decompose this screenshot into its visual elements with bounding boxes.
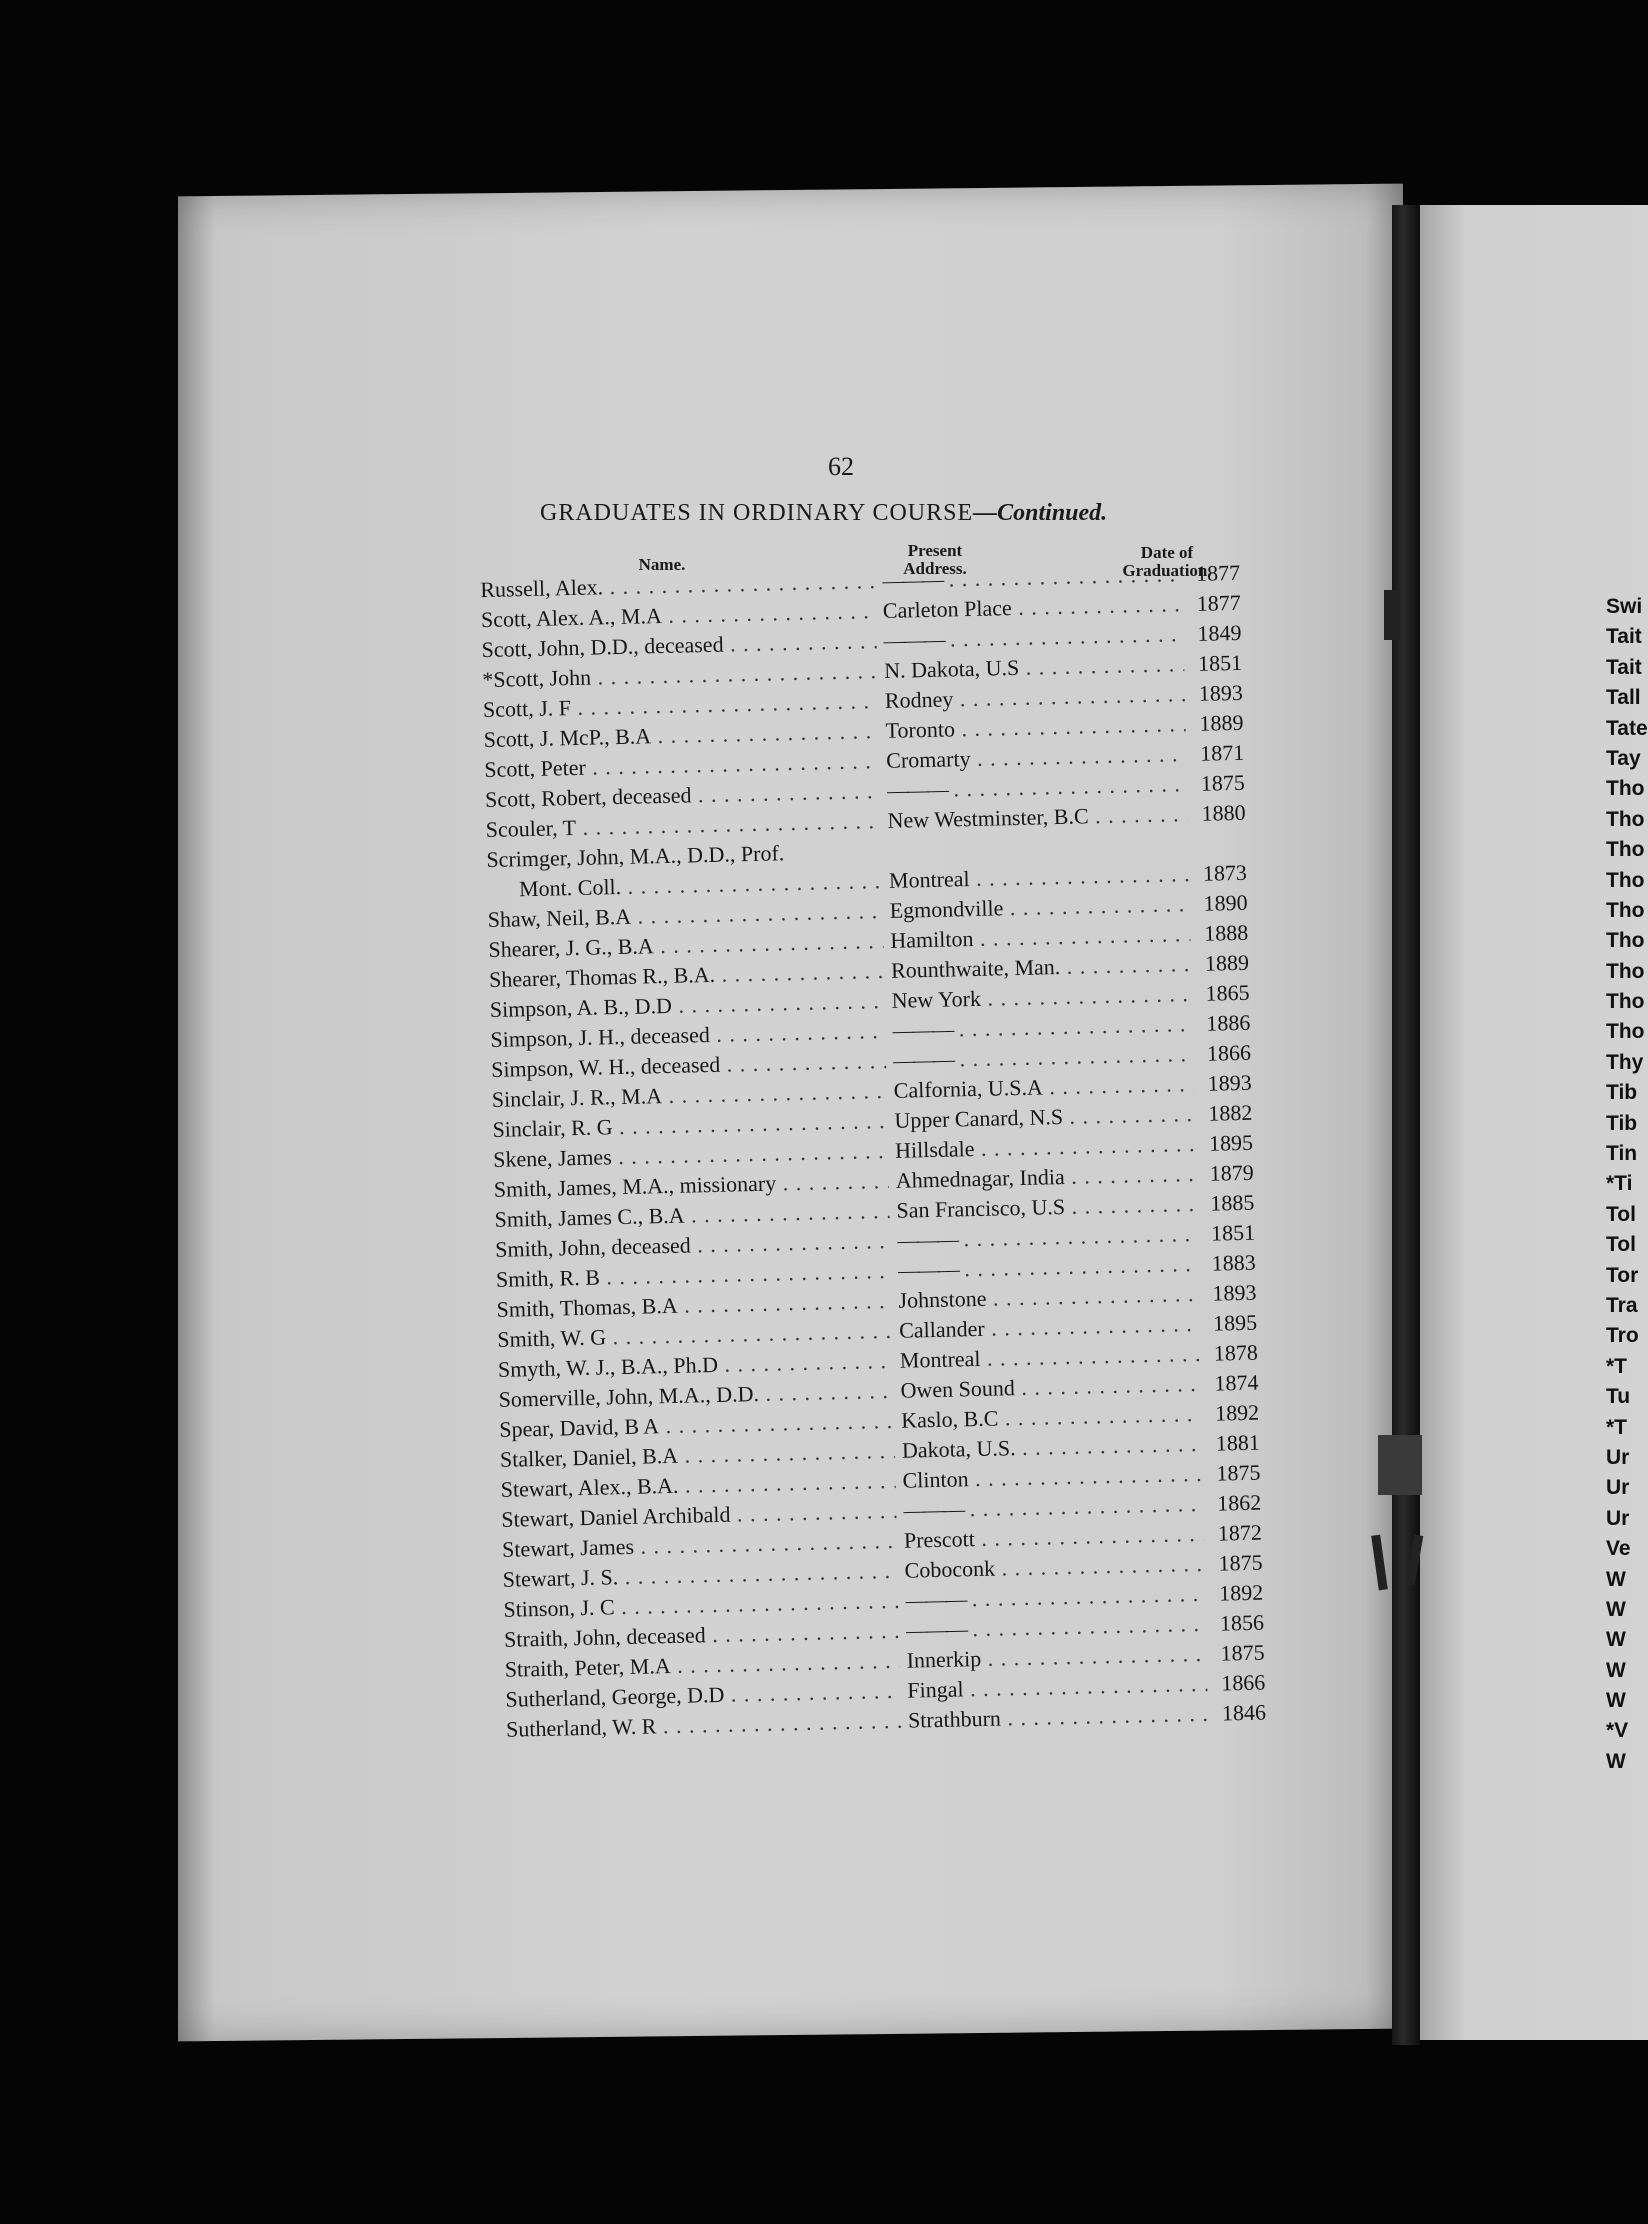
graduation-year: 1873 [1202,859,1248,886]
graduation-year: 1846 [1221,1699,1267,1726]
graduate-address [892,1011,1193,1044]
book-gutter [1392,205,1420,2045]
graduate-address: Fingal . . . [907,1671,1208,1704]
graduate-address: Innerkip . . . [906,1641,1207,1674]
graduate-name: Sutherland, W. R . . . [506,1708,901,1743]
right-page-fragment: Swi [1606,595,1643,618]
graduate-address: New Westminster, B.C . . . [887,801,1188,834]
graduation-year: 1888 [1203,919,1249,946]
right-page-fragment: Tho [1606,929,1645,953]
graduate-address: Owen Sound . . . [900,1371,1201,1404]
right-page-fragment: Tu [1606,1385,1631,1409]
graduation-year: 1881 [1215,1429,1261,1456]
graduation-year: 1865 [1205,979,1250,1006]
graduation-year: 1892 [1218,1579,1264,1606]
right-page-fragment: Tait [1606,655,1642,679]
graduate-name: Shearer, Thomas R., B.A. . . . [489,958,884,993]
graduation-year: 1862 [1216,1489,1262,1516]
graduation-year: 1851 [1210,1219,1256,1246]
graduate-name: Scott, John, D.D., deceased . . . [481,628,876,663]
graduate-address: Hillsdale . . . [895,1131,1196,1164]
graduation-year: 1878 [1213,1339,1259,1366]
right-page-fragment: Thy [1606,1050,1644,1074]
graduate-name: Spear, David, B A . . . [499,1408,894,1443]
graduate-name: Smith, W. G . . . [497,1318,892,1353]
graduation-year: 1866 [1206,1039,1252,1066]
right-page-fragment: Tho [1606,807,1645,831]
right-page-fragment: W [1606,1628,1626,1652]
graduation-year: 1875 [1220,1639,1265,1666]
graduation-year: 1893 [1212,1279,1257,1306]
graduate-address [903,1491,1204,1524]
graduate-name: Shearer, J. G., B.A . . . [488,928,883,963]
graduation-year: 1875 [1218,1549,1263,1576]
graduation-year: 1875 [1216,1459,1261,1486]
graduation-year: 1882 [1208,1099,1253,1126]
graduate-address: N. Dakota, U.S . . . [884,651,1185,684]
graduation-year: 1883 [1211,1249,1257,1276]
graduation-year: 1892 [1214,1399,1260,1426]
graduate-address: Upper Canard, N.S . . . [894,1101,1195,1134]
graduation-year: 1879 [1209,1159,1254,1186]
right-page-fragment: Tho [1606,898,1645,922]
graduate-name: Stewart, Alex., B.A. . . . [500,1468,895,1503]
binding-stitch [1378,1435,1422,1495]
graduate-address: Coboconk . . . [904,1551,1205,1584]
graduate-address: Calfornia, U.S.A . . . [893,1071,1194,1104]
graduation-year: 1893 [1207,1069,1252,1096]
right-page-fragment: W [1606,1658,1626,1682]
heading-continued: —Continued. [973,500,1108,526]
graduation-year: 1856 [1219,1609,1265,1636]
graduation-year: 1851 [1197,649,1243,676]
right-page-fragment: *T [1606,1354,1627,1378]
column-header-address: Present Address. [903,541,967,578]
graduate-address: Johnstone . . . [898,1281,1199,1314]
graduate-address: San Francisco, U.S . . . [896,1191,1197,1224]
graduate-name: Simpson, A. B., D.D . . . [490,988,885,1023]
graduation-year: 1872 [1217,1519,1263,1546]
right-page-fragment: Tho [1606,838,1645,862]
right-page-fragment: W [1606,1567,1626,1591]
right-page-fragment: Tho [1606,959,1645,983]
graduate-address [887,771,1188,804]
right-page-fragments [1606,595,1648,1780]
graduation-year: 1877 [1196,589,1242,616]
graduate-address: Dakota, U.S. . . . [902,1431,1203,1464]
graduate-name: Smith, James, M.A., missionary . . . [494,1168,889,1203]
graduate-address: Clinton . . . [902,1461,1203,1494]
right-page-fragment: *T [1606,1415,1627,1439]
graduation-year: 1871 [1199,739,1245,766]
graduate-address: Rodney . . . [885,681,1186,714]
graduate-name: Mont. Coll. . . . [519,868,882,902]
graduate-name: Scott, J. F . . . [483,688,878,723]
right-page-fragment: Tho [1606,868,1645,892]
column-header-name: Name. [638,555,686,574]
graduates-list [440,560,1266,1748]
graduate-name: Scrimger, John, M.A., D.D., Prof. [486,840,785,873]
right-page-fragment: Tro [1606,1324,1639,1348]
right-page-fragment: Tay [1606,746,1641,770]
graduate-address [897,1221,1198,1254]
heading-title: GRADUATES IN ORDINARY COURSE [540,500,974,526]
graduate-name: Russell, Alex. . . . [480,568,875,603]
graduate-name: Stewart, James . . . [502,1528,897,1563]
graduate-address: Toronto . . . [885,711,1186,744]
right-page-fragment: Tol [1606,1233,1636,1257]
graduate-address [893,1041,1194,1074]
graduate-address [898,1251,1199,1284]
right-page-fragment: Tate [1606,716,1648,740]
graduate-name: Somerville, John, M.A., D.D. . . . [498,1378,893,1413]
graduate-address: Carleton Place . . . [883,591,1184,624]
graduation-year: 1885 [1210,1189,1255,1216]
graduation-year: 1880 [1201,799,1246,826]
right-page-fragment: W [1606,1597,1626,1621]
graduate-address: Montreal . . . [889,861,1190,894]
right-page-fragment: Tin [1606,1142,1638,1166]
graduate-address: Rounthwaite, Man. . . . [891,951,1192,984]
graduate-address [906,1611,1207,1644]
graduate-name: Stewart, J. S. . . . [502,1558,897,1593]
graduation-year: 1875 [1200,769,1246,796]
graduate-name: Scott, J. McP., B.A . . . [483,718,878,753]
page-number: 62 [828,452,854,481]
right-page-fragment: Ur [1606,1506,1630,1530]
graduate-address [882,561,1183,594]
graduate-address: New York . . . [891,981,1192,1014]
graduation-year: 1889 [1204,949,1250,976]
right-page-fragment: Tait [1606,625,1642,649]
right-page-fragment: *V [1606,1719,1629,1743]
right-page-fragment: Ve [1606,1537,1631,1561]
graduation-year: 1849 [1197,619,1242,646]
graduation-year: 1886 [1206,1009,1251,1036]
graduate-name: Stewart, Daniel Archibald . . . [501,1498,896,1533]
graduate-name: Scott, Robert, deceased . . . [485,778,880,813]
graduate-name: Sinclair, R. G . . . [492,1108,887,1143]
right-page-fragment: Tho [1606,990,1645,1014]
graduation-year: 1890 [1203,889,1248,916]
column-header-date: Date of Graduation. [1122,543,1212,580]
graduate-address: Egmondville . . . [889,891,1190,924]
right-page-fragment: W [1606,1689,1626,1713]
right-page-fragment: W [1606,1749,1626,1773]
graduation-year: 1877 [1195,559,1241,586]
graduate-address: Ahmednagar, India . . . [895,1161,1196,1194]
graduate-address: Callander . . . [899,1311,1200,1344]
right-page-fragment: Tho [1606,777,1645,801]
graduation-year: 1895 [1208,1129,1254,1156]
right-page-fragment: Ur [1606,1476,1630,1500]
graduate-name: *Scott, John . . . [482,658,877,693]
right-page-fragment: *Ti [1606,1172,1633,1196]
graduate-address [883,621,1184,654]
graduation-year: 1874 [1214,1369,1259,1396]
graduate-address: Montreal . . . [900,1341,1201,1374]
graduate-name: Smith, R. B . . . [496,1258,891,1293]
graduate-name: Scott, Alex. A., M.A . . . [481,598,876,633]
right-page-fragment: Tol [1606,1202,1636,1226]
graduate-address [905,1581,1206,1614]
graduate-name: Simpson, J. H., deceased . . . [490,1018,885,1053]
page-heading [540,500,1107,527]
graduation-year: 1895 [1212,1309,1258,1336]
graduate-name: Straith, Peter, M.A . . . [504,1648,899,1683]
graduate-name: Scouler, T . . . [485,808,880,843]
graduate-name: Smith, Thomas, B.A . . . [496,1288,891,1323]
right-page-fragment: Tall [1606,686,1641,710]
graduate-address: Kaslo, B.C . . . [901,1401,1202,1434]
graduate-name: Scott, Peter . . . [484,748,879,783]
graduate-address: Hamilton . . . [890,921,1191,954]
graduation-year: 1893 [1198,679,1244,706]
binding-stitch [1384,590,1398,640]
graduate-address: Prescott . . . [904,1521,1205,1554]
graduate-name: Shaw, Neil, B.A . . . [487,898,882,933]
graduate-name: Sutherland, George, D.D . . . [505,1678,900,1713]
right-page-fragment: Tho [1606,1020,1645,1044]
graduate-name: Straith, John, deceased . . . [504,1618,899,1653]
right-page-fragment: Tor [1606,1263,1639,1287]
graduate-name: Stinson, J. C . . . [503,1588,898,1623]
graduate-address: Cromarty . . . [886,741,1187,774]
graduate-name: Skene, James . . . [493,1138,888,1173]
right-page-fragment: Tib [1606,1111,1638,1135]
graduate-name: Sinclair, J. R., M.A . . . [492,1078,887,1113]
right-page-fragment: Tib [1606,1081,1638,1105]
graduation-year: 1889 [1199,709,1244,736]
right-page-fragment: Tra [1606,1293,1638,1317]
graduate-name: Smith, James C., B.A . . . [494,1198,889,1233]
graduate-name: Smyth, W. J., B.A., Ph.D . . . [498,1348,893,1383]
graduate-address: Strathburn . . . [908,1701,1209,1734]
graduation-year: 1866 [1220,1669,1266,1696]
right-page-fragment: Ur [1606,1445,1630,1469]
graduate-name: Stalker, Daniel, B.A . . . [500,1438,895,1473]
graduate-name: Simpson, W. H., deceased . . . [491,1048,886,1083]
graduate-name: Smith, John, deceased . . . [495,1228,890,1263]
